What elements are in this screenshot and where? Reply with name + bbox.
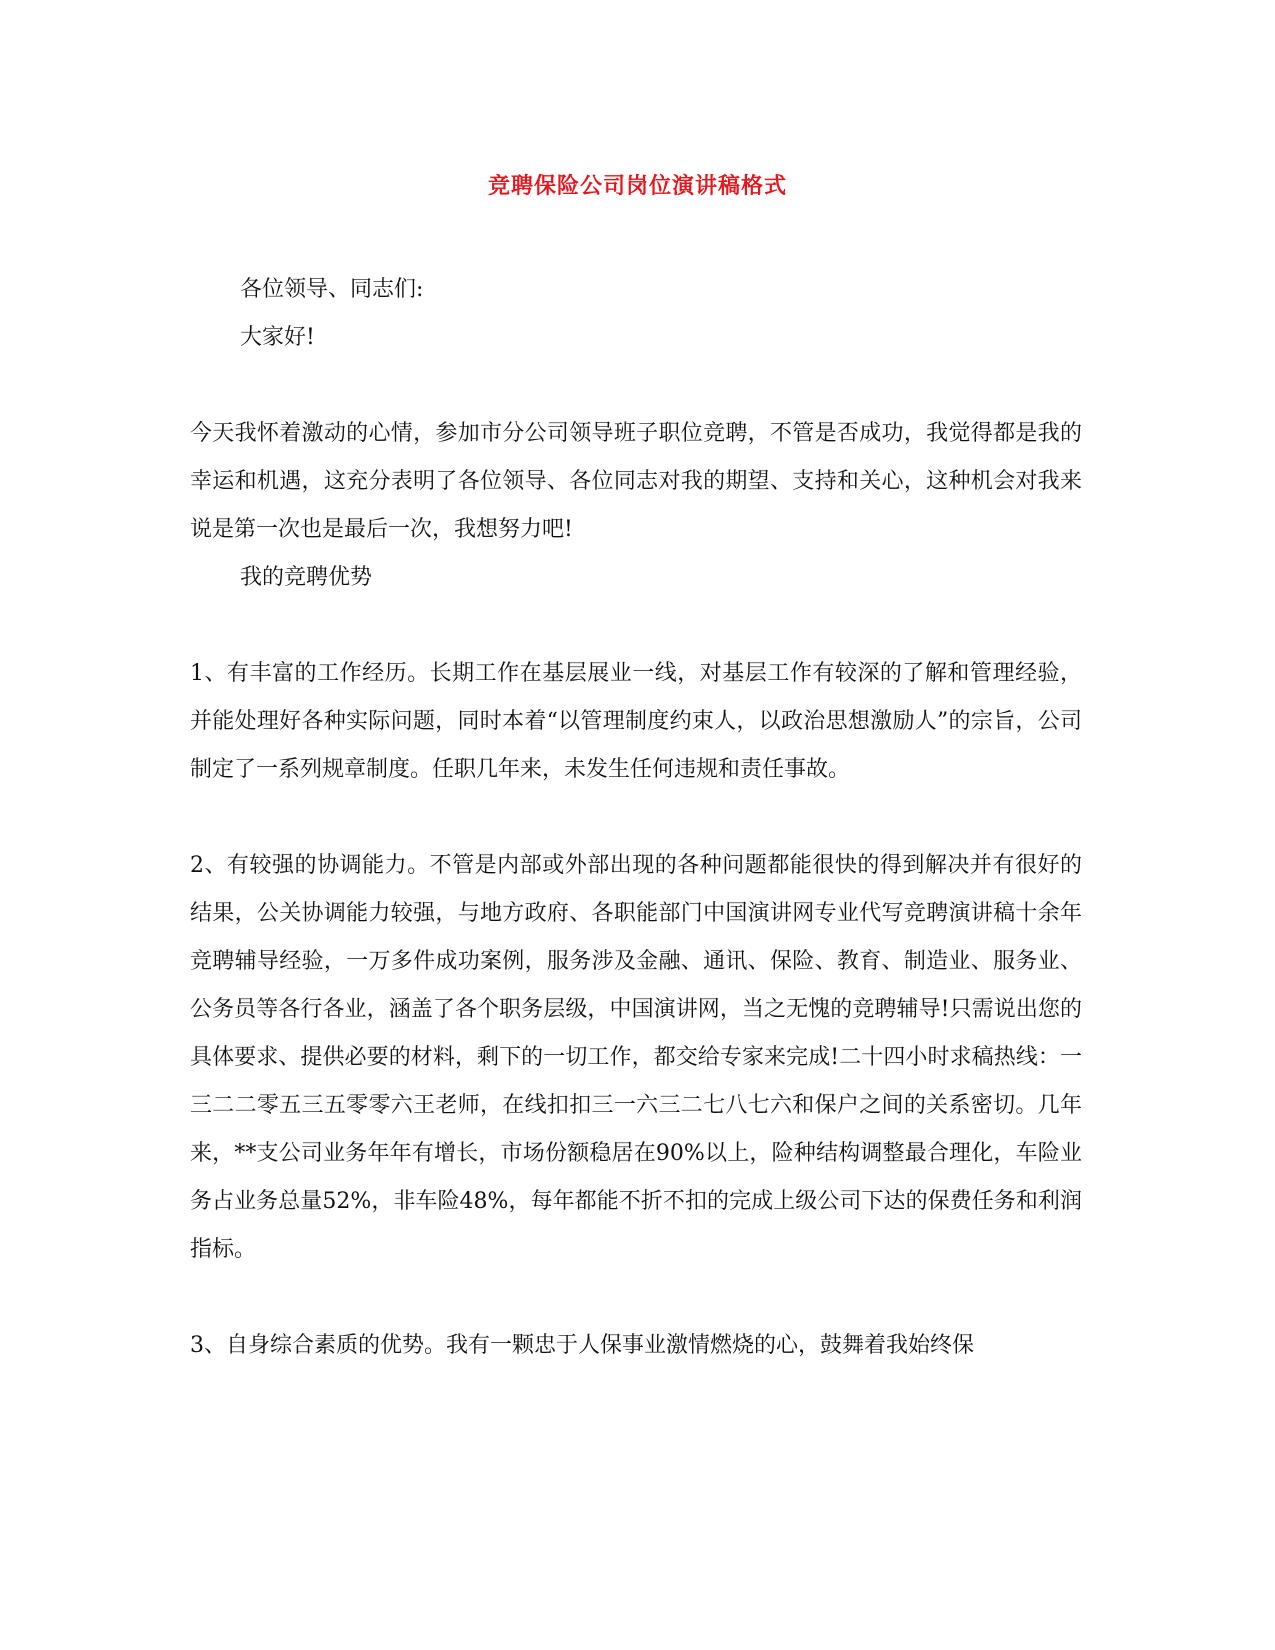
point-2-paragraph: 2、有较强的协调能力。不管是内部或外部出现的各种问题都能很快的得到解决并有很好的结果，公关协调能力较强，与地方政府、各职能部门中国演讲网专业代写竞聘演讲稿十余年竞聘辅导经验，一万多件成功案例，服务涉及金融、通讯、保险、教育、制造业、服务业、公务员等各行各业，涵盖了各个职务层级，中国演讲网，当之无愧的竞聘辅导!只需说出您的具体要求、提供必要的材料，剩下的一切工作，都交给专家来完成!二十四小时求稿热线：一三二二零五三五零零六王老师，在线扣扣三一六三二七八七六和保户之间的关系密切。几年来，**支公司业务年年有增长，市场份额稳居在90%以上，险种结构调整最合理化，车险业务占业务总量52%，非车险48%，每年都能不折不扣的完成上级公司下达的保费任务和利润指标。 (190, 853, 1082, 1262)
document-body (190, 266, 1082, 1370)
paragraph-gap (190, 1274, 1082, 1322)
intro-paragraph: 今天我怀着激动的心情，参加市分公司领导班子职位竞聘，不管是否成功，我觉得都是我的幸运和机遇，这充分表明了各位领导、各位同志对我的期望、支持和关心，这种机会对我来说是第一次也是最后一次，我想努力吧! (190, 421, 1082, 542)
paragraph-gap (190, 362, 1082, 410)
greeting: 大家好! (240, 325, 315, 350)
salutation: 各位领导、同志们: (240, 277, 424, 302)
point-1-paragraph: 1、有丰富的工作经历。长期工作在基层展业一线，对基层工作有较深的了解和管理经验，并能处理好各种实际问题，同时本着“以管理制度约束人，以政治思想激励人”的宗旨，公司制定了一系列规章制度。任职几年来，未发生任何违规和责任事故。 (190, 661, 1082, 782)
paragraph-gap (190, 602, 1082, 650)
paragraph-gap (190, 794, 1082, 842)
document-title: 竞聘保险公司岗位演讲稿格式 (487, 173, 787, 199)
section-heading: 我的竞聘优势 (240, 565, 373, 590)
point-3-paragraph: 3、自身综合素质的优势。我有一颗忠于人保事业激情燃烧的心，鼓舞着我始终保 (190, 1333, 974, 1358)
